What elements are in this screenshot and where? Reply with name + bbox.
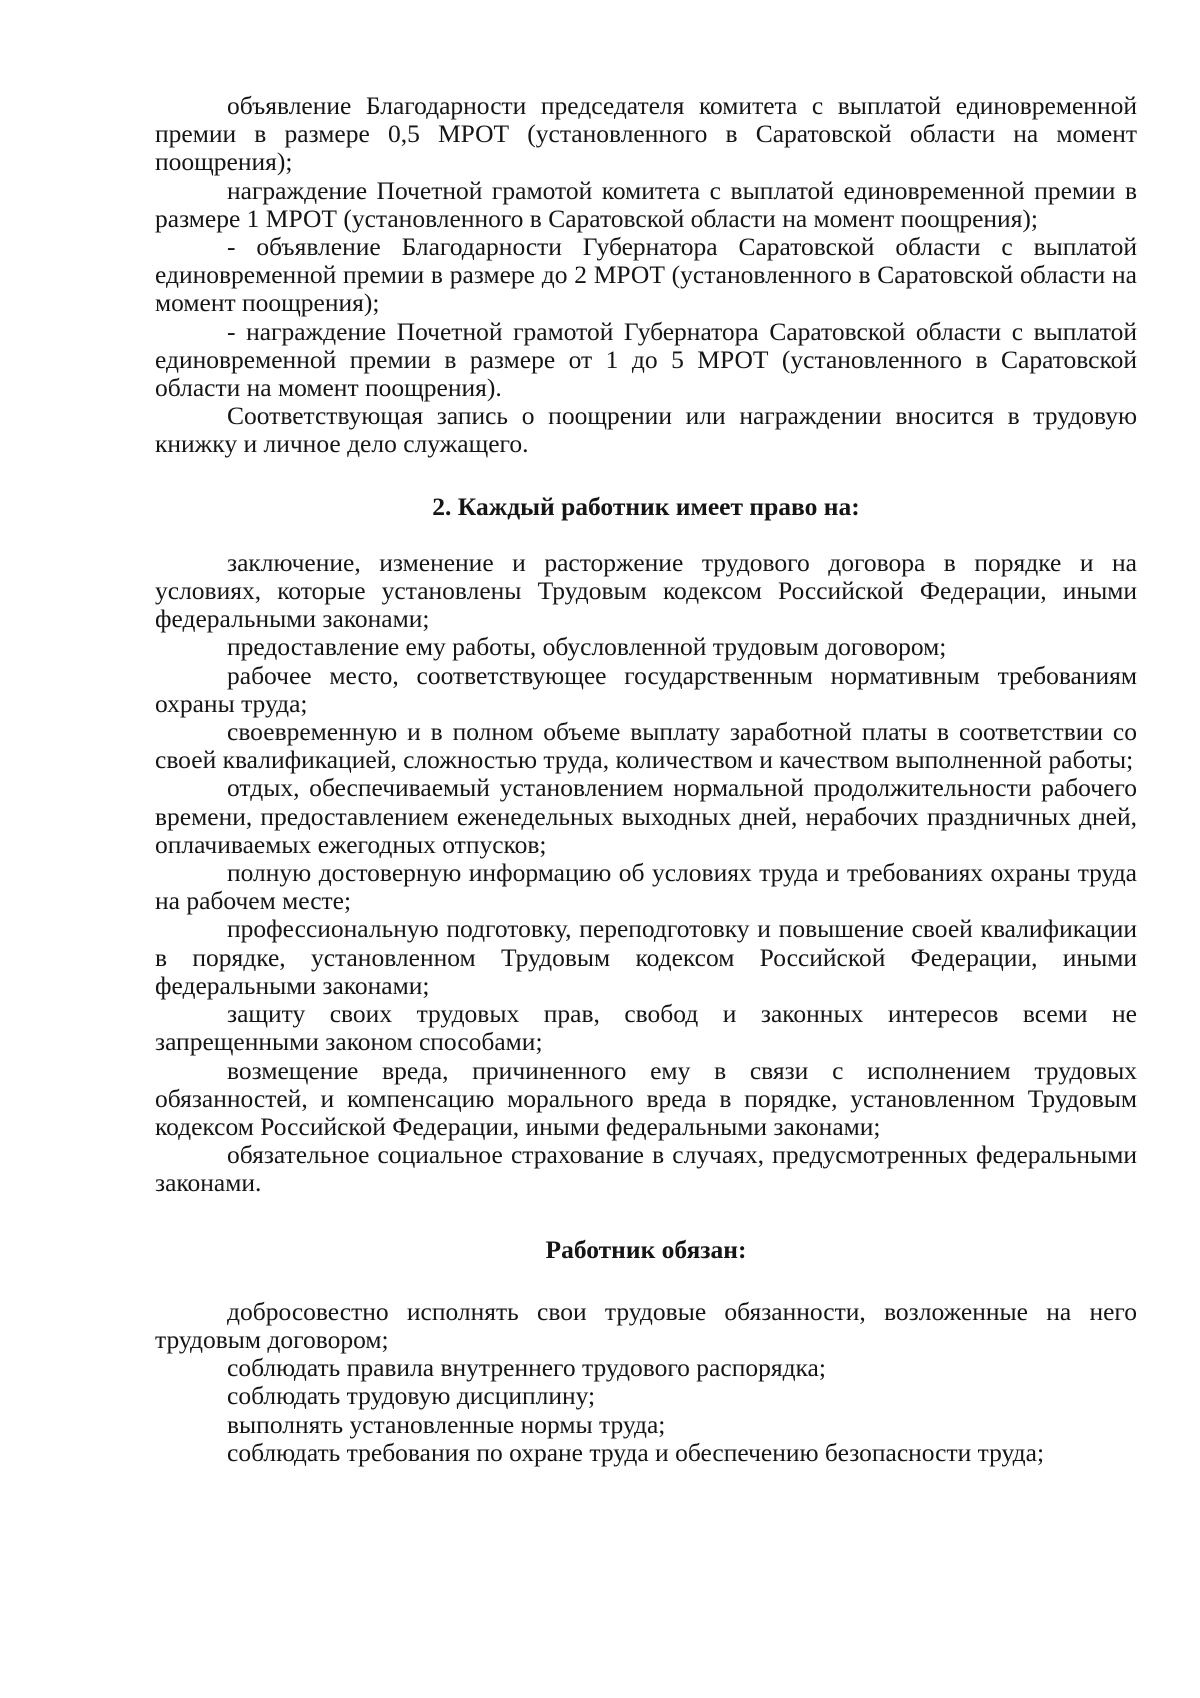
paragraph: - объявление Благодарности Губернатора Саратовской области с выплатой единовременной премии в размере до 2 МРОТ (установленного в Саратовской области на момент поощрения); bbox=[155, 232, 1137, 318]
paragraph: предоставление ему работы, обусловленной трудовым договором; bbox=[227, 632, 947, 662]
spacer bbox=[155, 459, 1137, 493]
paragraph: рабочее место, соответствующее государственным нормативным требованиям охраны труда; bbox=[155, 660, 1137, 718]
paragraph: заключение, изменение и расторжение трудового договора в порядке и на условиях, которые установлены Трудовым кодексом Российской Федерации, иными федеральными законами; bbox=[155, 547, 1137, 634]
paragraph: - награждение Почетной грамотой Губернатора Саратовской области с выплатой единовременной премии в размере от 1 до 5 МРОТ (установленного в Саратовской области на момент поощрения). bbox=[155, 316, 1137, 403]
paragraph: награждение Почетной грамотой комитета с выплатой единовременной премии в размере 1 МРОТ (установленного в Саратовской области на момент поощрения); bbox=[155, 175, 1137, 233]
paragraph: отдых, обеспечиваемый установлением нормальной продолжительности рабочего времени, предоставлением еженедельных выходных дней, нерабочих праздничных дней, оплачиваемых ежегодных отпусков; bbox=[155, 773, 1137, 859]
spacer bbox=[155, 521, 1137, 549]
paragraph: возмещение вреда, причиненного ему в связи с исполнением трудовых обязанностей, и компенсацию морального вреда в порядке, установленном Трудовым кодексом Российской Федерации, иными федеральными законами; bbox=[155, 1055, 1137, 1141]
rights-list bbox=[155, 549, 1137, 1198]
paragraph: соблюдать требования по охране труда и обеспечению безопасности труда; bbox=[227, 1437, 1045, 1467]
section-heading-rights: 2. Каждый работник имеет право на: bbox=[432, 491, 860, 521]
paragraph: соблюдать правила внутреннего трудового распорядка; bbox=[227, 1353, 826, 1383]
spacer bbox=[155, 1198, 1137, 1236]
awards-list bbox=[155, 92, 1137, 459]
paragraph: соблюдать трудовую дисциплину; bbox=[227, 1381, 596, 1411]
duties-list bbox=[155, 1298, 1137, 1467]
paragraph: обязательное социальное страхование в случаях, предусмотренных федеральными законами. bbox=[155, 1140, 1137, 1198]
paragraph: добросовестно исполнять свои трудовые обязанности, возложенные на него трудовым договором; bbox=[155, 1296, 1137, 1354]
paragraph: Соответствующая запись о поощрении или награждении вносится в трудовую книжку и личное дело служащего. bbox=[155, 401, 1137, 459]
paragraph: полную достоверную информацию об условиях труда и требованиях охраны труда на рабочем месте; bbox=[155, 858, 1137, 916]
paragraph: выполнять установленные нормы труда; bbox=[227, 1409, 666, 1439]
paragraph: профессиональную подготовку, переподготовку и повышение своей квалификации в порядке, установленном Трудовым кодексом Российской Федерации, иными федеральными законами; bbox=[155, 914, 1137, 1000]
spacer bbox=[155, 1264, 1137, 1298]
paragraph: защиту своих трудовых прав, свобод и законных интересов всеми не запрещенными законом способами; bbox=[155, 999, 1137, 1057]
paragraph: своевременную и в полном объеме выплату заработной платы в соответствии со своей квалификацией, сложностью труда, количеством и качеством выполненной работы; bbox=[155, 717, 1137, 775]
paragraph: объявление Благодарности председателя комитета с выплатой единовременной премии в размере 0,5 МРОТ (установленного в Саратовской области на момент поощрения); bbox=[155, 91, 1137, 177]
section-heading-duties: Работник обязан: bbox=[545, 1234, 747, 1264]
document-page bbox=[155, 92, 1137, 1467]
